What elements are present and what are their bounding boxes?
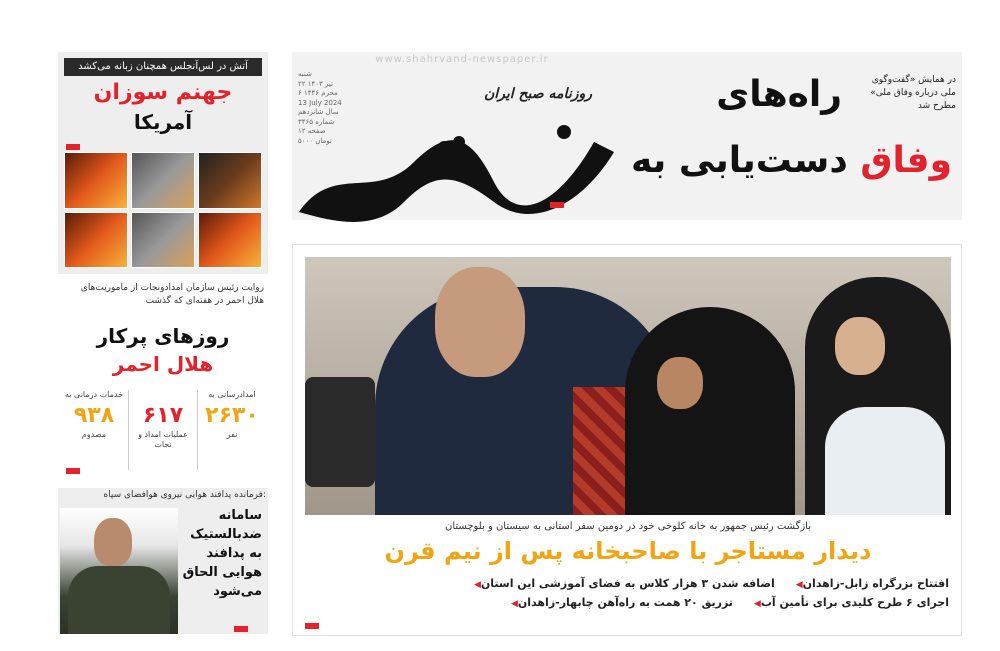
main-headline: دیدار مستاجر با صاحبخانه پس از نیم قرن [384, 537, 872, 565]
issue-info-line: شنبه [298, 70, 312, 78]
stat-item [128, 390, 197, 470]
bullet-item [793, 575, 949, 594]
story-marker-icon [234, 626, 248, 632]
lead-headline-black: دست‌یابی به [630, 140, 848, 181]
stat-foot: عملیات امداد و نجات [138, 430, 188, 449]
bullet-item [751, 594, 949, 613]
fire-photo [64, 212, 128, 269]
issue-info-line: ۵۰۰۰ تومان [298, 136, 332, 145]
photo-elderly-woman-face [657, 357, 703, 409]
red-crescent-title-black: روزهای پرکار [96, 324, 230, 348]
newspaper-logo [294, 122, 624, 222]
fire-photo-grid [64, 152, 262, 268]
issue-info-line: ۶ محرم ۱۴۴۶ [298, 89, 338, 97]
fire-photo [131, 152, 195, 209]
issue-info-line: ۱۲ صفحه [298, 127, 326, 135]
commander-body [68, 566, 170, 634]
fire-story-title-black: آمریکا [133, 110, 193, 134]
masthead [292, 52, 962, 220]
story-marker-icon [305, 623, 319, 629]
stat-foot: نفر [226, 430, 238, 439]
lead-headline-red: وفاق [860, 140, 952, 181]
issue-info-line: 13 July 2024 [298, 98, 342, 107]
red-crescent-intro: روایت رئیس سازمان امدادونجات از ماموریت‌های هلال احمر در هفته‌ای که گذشت [80, 283, 264, 306]
stat-value: ۲۶۳۰ [205, 403, 259, 428]
bullet-item [471, 575, 775, 594]
bullet-arrow-icon: ◀ [753, 599, 761, 609]
stat-item [60, 390, 128, 470]
stat-foot: مصدوم [81, 430, 107, 439]
fire-story-kicker: آتش در لس‌آنجلس همچنان زبانه می‌کشد [64, 58, 262, 76]
stat-label: امدادرسانی به [208, 390, 256, 399]
bullet-text: افتتاح بزرگراه زابل-زاهدان [802, 577, 949, 590]
stat-value: ۶۱۷ [142, 403, 184, 428]
bullet-list [309, 575, 949, 613]
story-marker-icon [66, 468, 80, 474]
fire-photo [198, 152, 262, 209]
issue-info-line: شماره ۳۴۶۵ [298, 117, 335, 126]
website-url[interactable]: www.shahrvand-newspaper.ir [375, 54, 549, 65]
main-story[interactable] [292, 244, 962, 636]
stat-item [197, 390, 266, 470]
fire-photo [131, 212, 195, 269]
fire-photo [198, 212, 262, 269]
lead-side-note: در همایش «گفت‌وگوی ملی درباره وفاق ملی» مطرح شد [870, 75, 956, 111]
stats-row [60, 390, 266, 470]
bullet-text: تزریق ۲۰ همت به راه‌آهن چابهار-زاهدان [517, 596, 733, 609]
stat-value: ۹۳۸ [73, 403, 115, 428]
bullet-arrow-icon: ◀ [795, 580, 803, 590]
bullet-arrow-icon: ◀ [510, 599, 518, 609]
photo-caption: بازگشت رئیس جمهور به خانه کلوخی خود در دومین سفر استانی به سیستان و بلوچستان [445, 521, 811, 532]
story-marker-icon [66, 144, 80, 150]
red-crescent-box[interactable] [58, 280, 268, 480]
photo-elderly-woman [625, 307, 795, 515]
story-marker-icon [550, 202, 564, 208]
bullet-text: اجرای ۶ طرح کلیدی برای تأمین آب [760, 596, 949, 609]
fire-story-box[interactable] [58, 52, 268, 274]
bullet-arrow-icon: ◀ [473, 580, 481, 590]
lead-headline-line2 [592, 140, 952, 181]
main-photo [305, 257, 951, 515]
left-column [58, 52, 268, 642]
issue-info-line: سال شانزدهم [298, 108, 339, 116]
fire-story-title-red: جهنم سوزان [93, 80, 233, 105]
photo-president-head [435, 267, 525, 377]
photo-camera [305, 377, 375, 487]
photo-second-woman-face [835, 317, 885, 375]
military-headline: سامانه ضدبالستیک به پدافند هوایی الحاق می‌شود [182, 508, 262, 599]
fire-photo [64, 152, 128, 209]
stat-label: خدمات درمانی به [64, 390, 124, 399]
issue-info-line: ۲۲ تیر ۱۴۰۳ [298, 79, 333, 88]
military-kicker: فرمانده پدافند هوایی نیروی هوافضای سپاه: [103, 490, 266, 500]
newspaper-tagline: روزنامه صبح ایران [483, 86, 592, 102]
commander-head [94, 518, 132, 566]
red-crescent-title-red: هلال احمر [112, 352, 214, 376]
military-story-box[interactable] [58, 488, 268, 634]
commander-photo [60, 508, 178, 634]
lead-headline-line1: راه‌های [716, 74, 842, 115]
stat-label [129, 390, 197, 402]
bullet-item [508, 594, 733, 613]
photo-second-woman-dress [825, 407, 945, 515]
bullet-text: اضافه شدن ۳ هزار کلاس به فضای آموزشی این استان [480, 577, 775, 590]
